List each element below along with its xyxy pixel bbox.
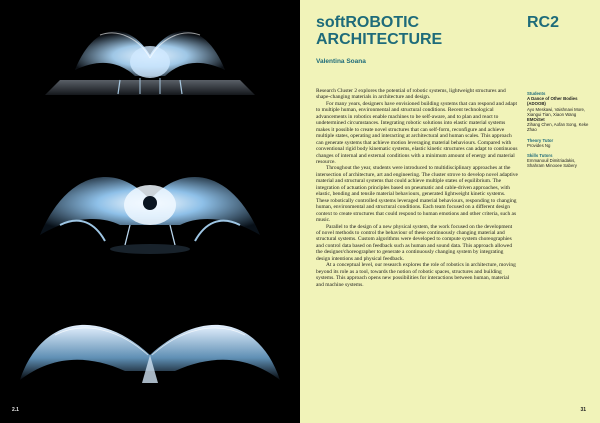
robotic-structure-photo-bottom — [0, 295, 300, 400]
project2-title: EMOiSet — [527, 117, 545, 123]
paragraph: Parallel to the design of a new physical system, the work focused on the development of novel methods to control the behaviour of these continuously changing material and structural systems. Custom algorithms were developed to compute system choreographies and control data based on feedback such as human and sound data. This approach allowed the designer/choreographer to generate a continuously changing system by integrating design intentions and physical feedback. — [316, 223, 513, 262]
skills-heading: Skills Tutors — [527, 153, 553, 159]
page-title: softROBOTIC ARCHITECTURE — [316, 14, 443, 48]
project2-students: Zihang Chen, Aofan Song, Keke Zhao — [527, 122, 589, 133]
robotic-structure-photo-top — [0, 0, 300, 120]
paragraph: Throughout the year, students were introduced to multidisciplinary approaches at the intersection of architecture, art and engineering. The cluster strove to develop novel adaptive material and structural systems that could achieve multiple states of equilibrium. The integration of actuation principles based on pneumatic and cable-driven approaches, with elastic, bending and tensile material behaviours, generated lightweight kinetic systems. These robotically controlled systems leveraged material behaviours, responding to changing human, environmental and structural conditions. Each team focused on a different design context to create structures that could respond to human emotions and other criteria, such as music. — [316, 165, 518, 224]
author-name: Valentina Soana — [316, 58, 366, 65]
skills-tutors: Emmanouil Dimitriadakis, Shahram Minooee Sabery — [527, 158, 577, 169]
paragraph: Research Cluster 2 explores the potential of robotic systems, lightweight structures and shape-changing materials in architecture and design. — [316, 88, 506, 101]
credits-sidebar — [527, 91, 591, 174]
text-page — [300, 0, 600, 423]
project-students: Ayo Meskawi, Vaishnavi More, Xiangui Tian, Xiaon Wang — [527, 106, 586, 117]
students-heading: Students — [527, 91, 546, 96]
paragraph: For many years, designers have envisioned building systems that can respond and adapt to multiple human, environmental and structural conditions. Recent technological advancements in robotics enable machines to be self-aware, and to plan and react to undetermined circumstances. Integrating robotic solutions into elastic material systems makes it possible to create novel structures that can self-form, reconfigure and achieve multiple states, operating and interacting at architectural and human scales. This approach can generate systems that achieve motion leveraging material behaviours. Compared with conventional rigid body kinematic systems, elastic kinetic structures can adapt to continuous changes of internal and external conditions with a minimum amount of energy and material resource. — [316, 100, 518, 165]
theory-tutor: Provides Ng — [527, 142, 551, 148]
theory-heading: Theory Tutor — [527, 137, 554, 143]
robotic-structure-photo-middle — [0, 145, 300, 265]
left-page-number: 2.1 — [12, 407, 19, 413]
body-text — [316, 88, 518, 288]
students-block — [527, 91, 591, 133]
paragraph: At a conceptual level, our research explores the role of robotics in architecture, moving beyond its role as a tool, towards the notion of robotic spaces, structures and building systems. This approach opens new possibilities for interactions between human, material and machine systems. — [316, 262, 516, 288]
skills-block — [527, 153, 591, 169]
theory-block — [527, 138, 591, 148]
cluster-code: RC2 — [527, 14, 560, 31]
right-page-number: 31 — [580, 407, 586, 413]
project-title: A Dance of Other Bodies (ADOOB) — [527, 96, 578, 107]
